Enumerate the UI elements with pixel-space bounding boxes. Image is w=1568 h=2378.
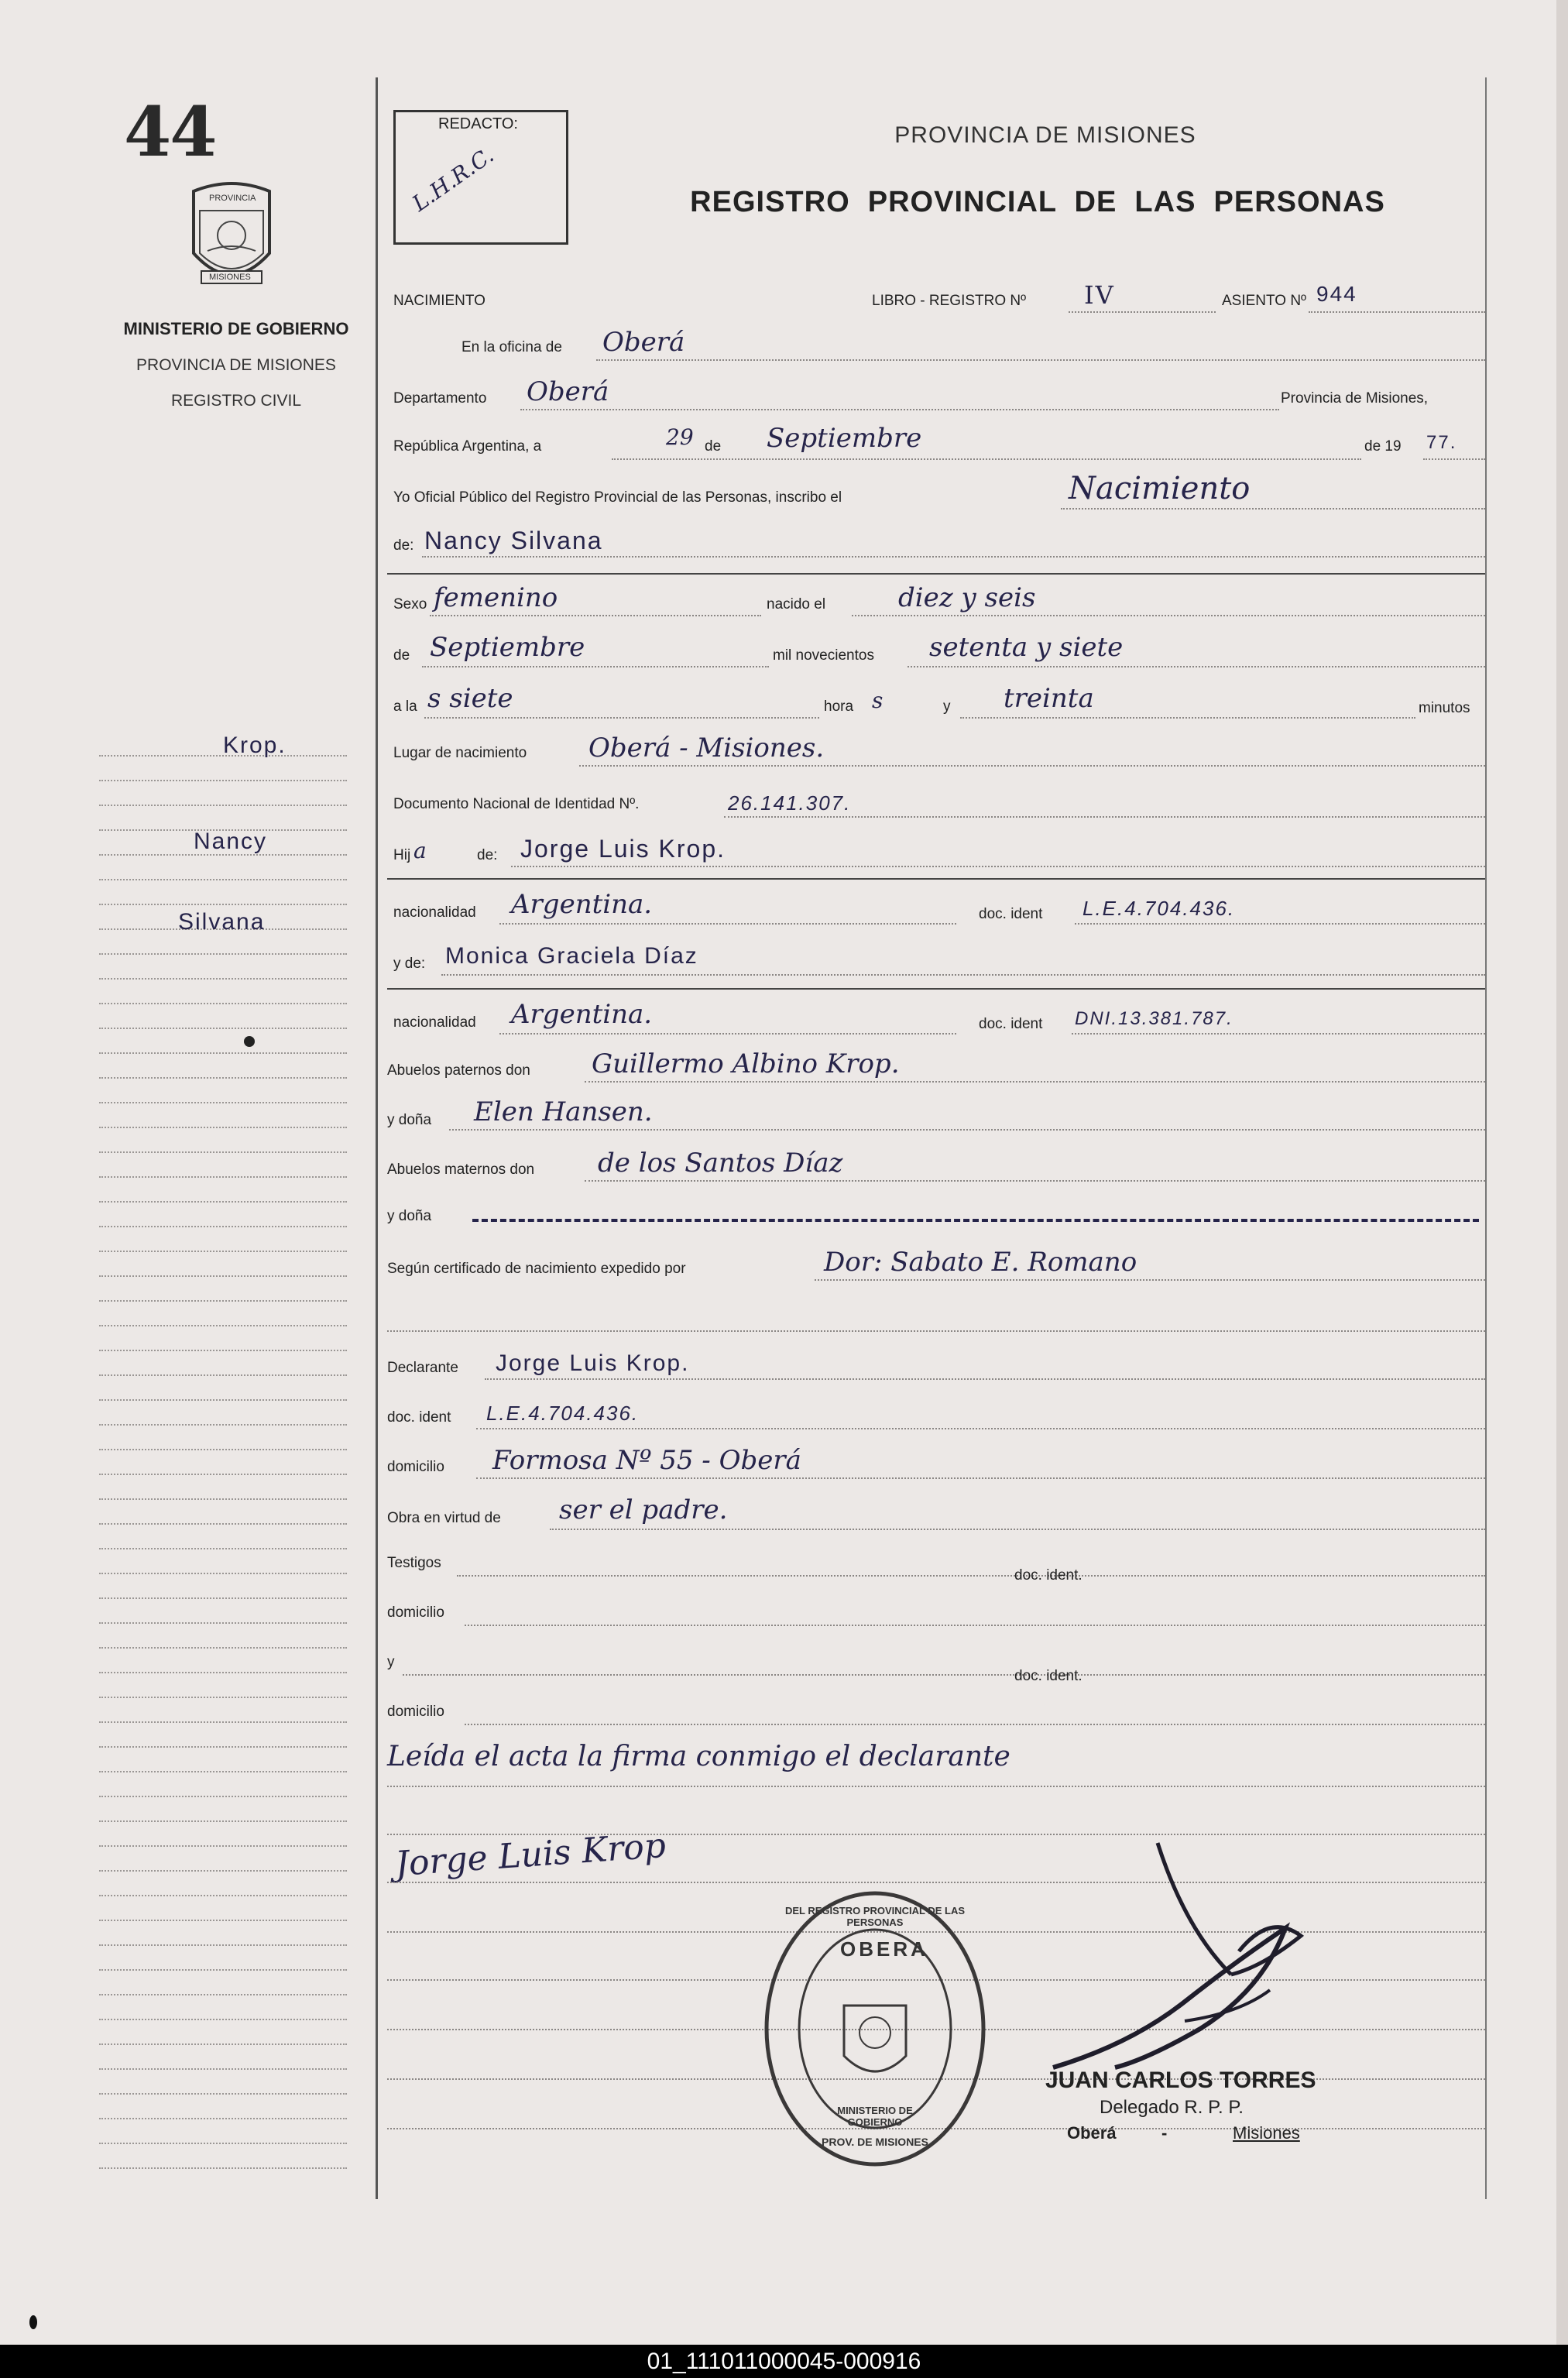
margin-rule [99,1176,347,1178]
padre-value: Jorge Luis Krop. [520,835,726,863]
margin-rule [99,1325,347,1326]
nacido-value: diez y seis [898,582,1036,613]
margin-rule [99,1771,347,1772]
ala-label: a la [393,698,417,715]
mil-line [908,666,1485,667]
nombre-line [422,556,1485,558]
republica-label: República Argentina, a [393,438,542,455]
ydona2-label: y doña [387,1208,432,1224]
libro-value: IV [1084,280,1115,310]
header-registry: REGISTRO PROVINCIAL DE LAS PERSONAS [690,186,1385,218]
cert-line [815,1279,1485,1281]
margin-rule [99,1697,347,1698]
margin-rule [99,1251,347,1252]
seal-bottom-text: MISIONES [209,273,251,282]
margin-rule [99,1474,347,1475]
ty-line [403,1674,1485,1676]
oficina-line [596,359,1485,361]
ydona1-value: Elen Hansen. [474,1096,653,1127]
province-coat-of-arms [186,180,277,296]
doc2-value: DNI.13.381.787. [1075,1008,1233,1029]
horas-suffix: s [872,688,884,713]
domicilio-value: Formosa Nº 55 - Oberá [492,1445,801,1476]
redacto-label: REDACTO: [438,115,518,132]
margin-rule [99,1498,347,1500]
margin-rule [99,1102,347,1103]
sexo-value: femenino [434,582,558,613]
dia-value: 29 [666,424,694,450]
tdom-line [465,1625,1485,1626]
margin-rule [99,1226,347,1227]
madre-value: Monica Graciela Díaz [445,943,698,969]
anio-label: de 19 [1364,438,1402,455]
margin-rule [99,1969,347,1971]
nac2-label: nacionalidad [393,1014,476,1031]
margin-rule [99,1350,347,1351]
mil-label: mil novecientos [773,647,874,664]
testigos-line [457,1575,1485,1577]
nac2-line [499,1033,956,1035]
departamento-value: Oberá [527,376,609,407]
nacido-label: nacido el [767,596,826,613]
minutos-label: minutos [1419,700,1470,716]
nombre-value: Nancy Silvana [424,527,603,554]
margin-rule [99,780,347,781]
nac1-value: Argentina. [511,889,653,920]
margin-rule [99,1573,347,1574]
declarante-label: Declarante [387,1360,458,1376]
testigos-label: Testigos [387,1555,441,1571]
margin-rule [99,2043,347,2045]
obra-value: ser el padre. [559,1494,728,1525]
domicilio-label: domicilio [387,1459,444,1475]
image-caption: 01_111011000045-000916 [0,2345,1568,2378]
abm-line [585,1180,1485,1182]
margin-rule [99,1895,347,1896]
margin-rule [99,1820,347,1822]
cert-value: Dor: Sabato E. Romano [824,1247,1137,1278]
oficial-value: Nacimiento [1069,471,1251,506]
margin-note-surname: Krop. [223,733,286,758]
margin-rule [99,1845,347,1847]
section-rule-3 [387,988,1485,990]
ministry-office: REGISTRO CIVIL [170,392,302,410]
margin-rule [99,953,347,955]
margin-rule [99,1994,347,1995]
asiento-label: ASIENTO Nº [1222,293,1306,309]
doc1-value: L.E.4.704.436. [1083,897,1236,920]
ydona1-line [449,1129,1485,1131]
margin-rule [99,1052,347,1054]
leida-line [387,1786,1485,1787]
mil-value: setenta y siete [929,632,1124,663]
asiento-value: 944 [1316,282,1357,306]
stamp-inner-text: MINISTERIO DE GOBIERNO [837,2105,913,2128]
docid-value: L.E.4.704.436. [486,1402,640,1425]
mes-value: Septiembre [767,423,922,454]
margin-note-second: Silvana [178,909,266,935]
officer-province: Misiones [1233,2123,1300,2143]
madre-line [441,974,1485,976]
de2-label: de [393,647,410,664]
de-label: de [705,438,722,455]
cert-label: Según certificado de nacimiento expedido por [387,1261,686,1277]
margin-rule [99,1127,347,1128]
libro-label: LIBRO - REGISTRO Nº [872,293,1027,309]
ministry-title: MINISTERIO DE GOBIERNO [123,319,349,338]
margin-rule [99,1796,347,1797]
margin-rule [99,1028,347,1029]
nac2-value: Argentina. [511,999,653,1030]
margin-rule [99,1647,347,1649]
margin-rule [99,1374,347,1376]
margin-rule [99,1449,347,1450]
margin-rule [99,2143,347,2144]
ministry-province: PROVINCIA DE MISIONES [136,356,336,374]
margin-rule [99,1300,347,1302]
padre-line [511,866,1485,867]
margin-rule [99,1548,347,1549]
margin-rule [99,805,347,806]
margin-rule [99,1622,347,1624]
abp-label: Abuelos paternos don [387,1062,530,1079]
margin-rule [99,1399,347,1401]
hora-line [424,717,819,719]
stamp-city: OBERA [840,1937,928,1961]
tdom2-line [465,1724,1485,1725]
header-province: PROVINCIA DE MISIONES [894,122,1196,148]
officer-dash: - [1161,2123,1168,2143]
margin-rule [99,2019,347,2020]
departamento-line [520,409,1279,410]
y-label: y [943,698,951,715]
margin-rule [99,1003,347,1004]
obra-line [550,1529,1485,1530]
oficina-label: En la oficina de [461,339,562,355]
oficial-line [1061,508,1485,510]
section-rule-2 [387,878,1485,880]
nac1-line [499,923,956,925]
right-column-rule [1485,77,1487,2199]
tdoc2-label: doc. ident. [1014,1668,1083,1684]
doc2-line [1072,1033,1485,1035]
dni-line [724,816,1485,818]
margin-rule [99,2068,347,2070]
mes2-value: Septiembre [430,632,585,663]
margin-rule [99,1275,347,1277]
margin-rule [99,2118,347,2119]
abp-value: Guillermo Albino Krop. [592,1048,900,1079]
dni-value: 26.141.307. [728,791,852,815]
hijo-label: Hij [393,847,411,863]
lugar-label: Lugar de nacimiento [393,745,527,761]
margin-rule [99,1077,347,1079]
ty-label: y [387,1654,395,1670]
tdoc-label: doc. ident. [1014,1567,1083,1584]
asiento-line [1309,311,1485,313]
domicilio-line [476,1477,1485,1479]
margin-rule [99,2093,347,2095]
margin-rule [99,1672,347,1673]
margin-rule [99,1746,347,1748]
ink-dot [29,2315,37,2329]
oficina-value: Oberá [602,327,685,358]
blank-line-1 [387,1330,1485,1332]
tdom-label: domicilio [387,1604,444,1621]
ink-dot [244,1036,255,1047]
minutos-line [960,717,1415,719]
ydona2-dashes [472,1219,1479,1222]
redacto-initials: L.H.R.C. [407,142,499,217]
margin-rule [99,1920,347,1921]
margin-rule [99,1944,347,1946]
docid-label: doc. ident [387,1409,451,1426]
official-stamp [763,1889,987,2168]
departamento-label: Departamento [393,390,487,407]
margin-note-first: Nancy [194,829,268,854]
margin-rule [99,1870,347,1872]
leida-text: Leída el acta la firma conmigo el declarante [387,1741,1010,1772]
sexo-label: Sexo [393,596,427,613]
officer-name: JUAN CARLOS TORRES [1045,2067,1316,2093]
tdom2-label: domicilio [387,1704,444,1720]
margin-rule [99,1151,347,1153]
doc1-label: doc. ident [979,906,1043,922]
horas-label: hora [824,698,854,715]
hijo-suffix: a [413,838,427,863]
officer-title: Delegado R. P. P. [1100,2097,1244,2118]
left-column-rule [376,77,378,2199]
margin-rule [99,978,347,980]
doc2-label: doc. ident [979,1016,1043,1032]
declarant-signature: Jorge Luis Krop [393,1825,667,1885]
declarante-value: Jorge Luis Krop. [496,1350,690,1376]
doc1-line [1075,923,1485,925]
libro-line [1069,311,1216,313]
abp-line [585,1081,1485,1083]
dni-label: Documento Nacional de Identidad Nº. [393,796,640,812]
declarante-line [485,1378,1485,1380]
margin-rule [99,1523,347,1525]
mes2-line [422,666,769,667]
stamp-ring-text: DEL REGISTRO PROVINCIAL DE LAS PERSONAS [784,1905,966,1928]
oficial-label: Yo Oficial Público del Registro Provincial de las Personas, inscribo el [393,489,842,506]
nacimiento-label: NACIMIENTO [393,293,485,309]
page-number: 44 [124,91,216,172]
minutos-value: treinta [1004,683,1094,714]
anio-value: 77. [1426,432,1457,453]
republica-line [612,458,1361,460]
redacto-box [393,110,568,245]
nac1-label: nacionalidad [393,904,476,921]
margin-rule [99,879,347,880]
lugar-line [579,765,1485,767]
anio-line [1423,458,1485,460]
docid-line [476,1428,1485,1429]
sexo-line [430,615,761,616]
yde-label: y de: [393,956,426,972]
provincia-label: Provincia de Misiones, [1281,390,1429,407]
ydona1-label: y doña [387,1112,432,1128]
margin-rule [99,904,347,905]
margin-rule [99,1721,347,1723]
margin-rule [99,1597,347,1599]
section-rule-1 [387,573,1485,575]
obra-label: Obra en virtud de [387,1510,501,1526]
margin-rule [99,1201,347,1203]
seal-top-text: PROVINCIA [209,194,256,203]
officer-city: Oberá [1067,2123,1117,2143]
hijo-de-label: de: [477,847,498,863]
abm-value: de los Santos Díaz [598,1148,843,1179]
abm-label: Abuelos maternos don [387,1162,535,1178]
nacido-line [852,615,1485,616]
hora-value: s siete [427,683,513,714]
margin-rule [99,2167,347,2169]
de-nombre-label: de: [393,537,414,554]
stamp-bottom-text: PROV. DE MISIONES [822,2136,928,2148]
margin-rule [99,1424,347,1426]
lugar-value: Oberá - Misiones. [588,733,825,763]
